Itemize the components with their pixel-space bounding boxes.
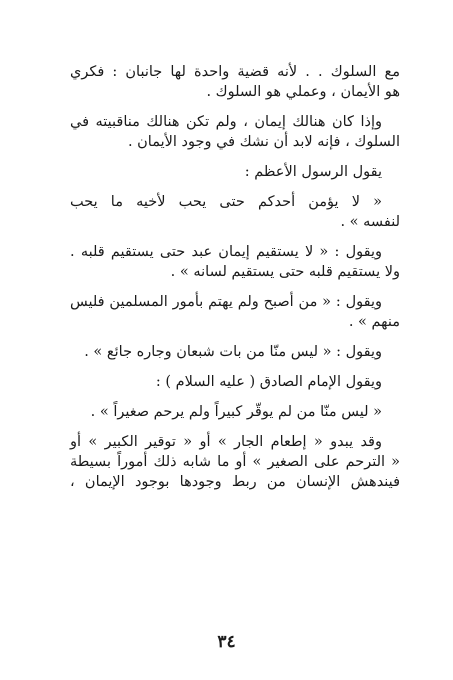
- text-line: يقول الرسول الأعظم :: [244, 164, 382, 180]
- text-line: فيندهش الإنسان من ربط وجودها بوجود الإيمان ،: [70, 474, 400, 490]
- paragraph-8: [70, 372, 400, 392]
- text-line: ويقول : « ليس منّا من بات شبعان وجاره جائع » .: [84, 344, 382, 360]
- paragraph-9: [70, 402, 400, 422]
- text-line: هو الأيمان ، وعملي هو السلوك .: [206, 84, 400, 100]
- page-number: ٣٤: [217, 632, 236, 652]
- paragraph-10: [70, 432, 400, 492]
- body-text: [70, 62, 400, 492]
- text-line: وقد يبدو « إطعام الجار » أو « توقير الكبير » أو: [70, 434, 382, 450]
- text-line: مع السلوك . . لأنه قضية واحدة لها جانبان : فكري: [70, 64, 400, 80]
- text-line: لنفسه » .: [340, 214, 400, 230]
- text-line: ويقول : « لا يستقيم إيمان عبد حتى يستقيم قلبه .: [70, 244, 382, 260]
- text-line: « الترحم على الصغير » أو ما شابه ذلك أموراً بسيطة: [70, 454, 400, 470]
- paragraph-2: [70, 112, 400, 152]
- text-line: السلوك ، فإنه لابد أن نشك في وجود الأيمان .: [127, 134, 400, 150]
- text-line: منهم » .: [348, 314, 400, 330]
- text-line: ويقول : « من أصبح ولم يهتم بأمور المسلمين فليس: [70, 294, 382, 310]
- text-line: ولا يستقيم قلبه حتى يستقيم لسانه » .: [170, 264, 400, 280]
- paragraph-6: [70, 292, 400, 332]
- paragraph-3: [70, 162, 400, 182]
- paragraph-5: [70, 242, 400, 282]
- paragraph-4: [70, 192, 400, 232]
- text-line: « لا يؤمن أحدكم حتى يحب لأخيه ما يحب: [70, 194, 382, 210]
- text-line: ويقول الإمام الصادق ( عليه السلام ) :: [155, 374, 382, 390]
- paragraph-1: [70, 62, 400, 102]
- paragraph-7: [70, 342, 400, 362]
- text-line: وإذا كان هنالك إيمان ، ولم تكن هنالك مناقبيته في: [70, 114, 382, 130]
- text-line: « ليس منّا من لم يوقّر كبيراً ولم يرحم صغيراً » .: [90, 404, 382, 420]
